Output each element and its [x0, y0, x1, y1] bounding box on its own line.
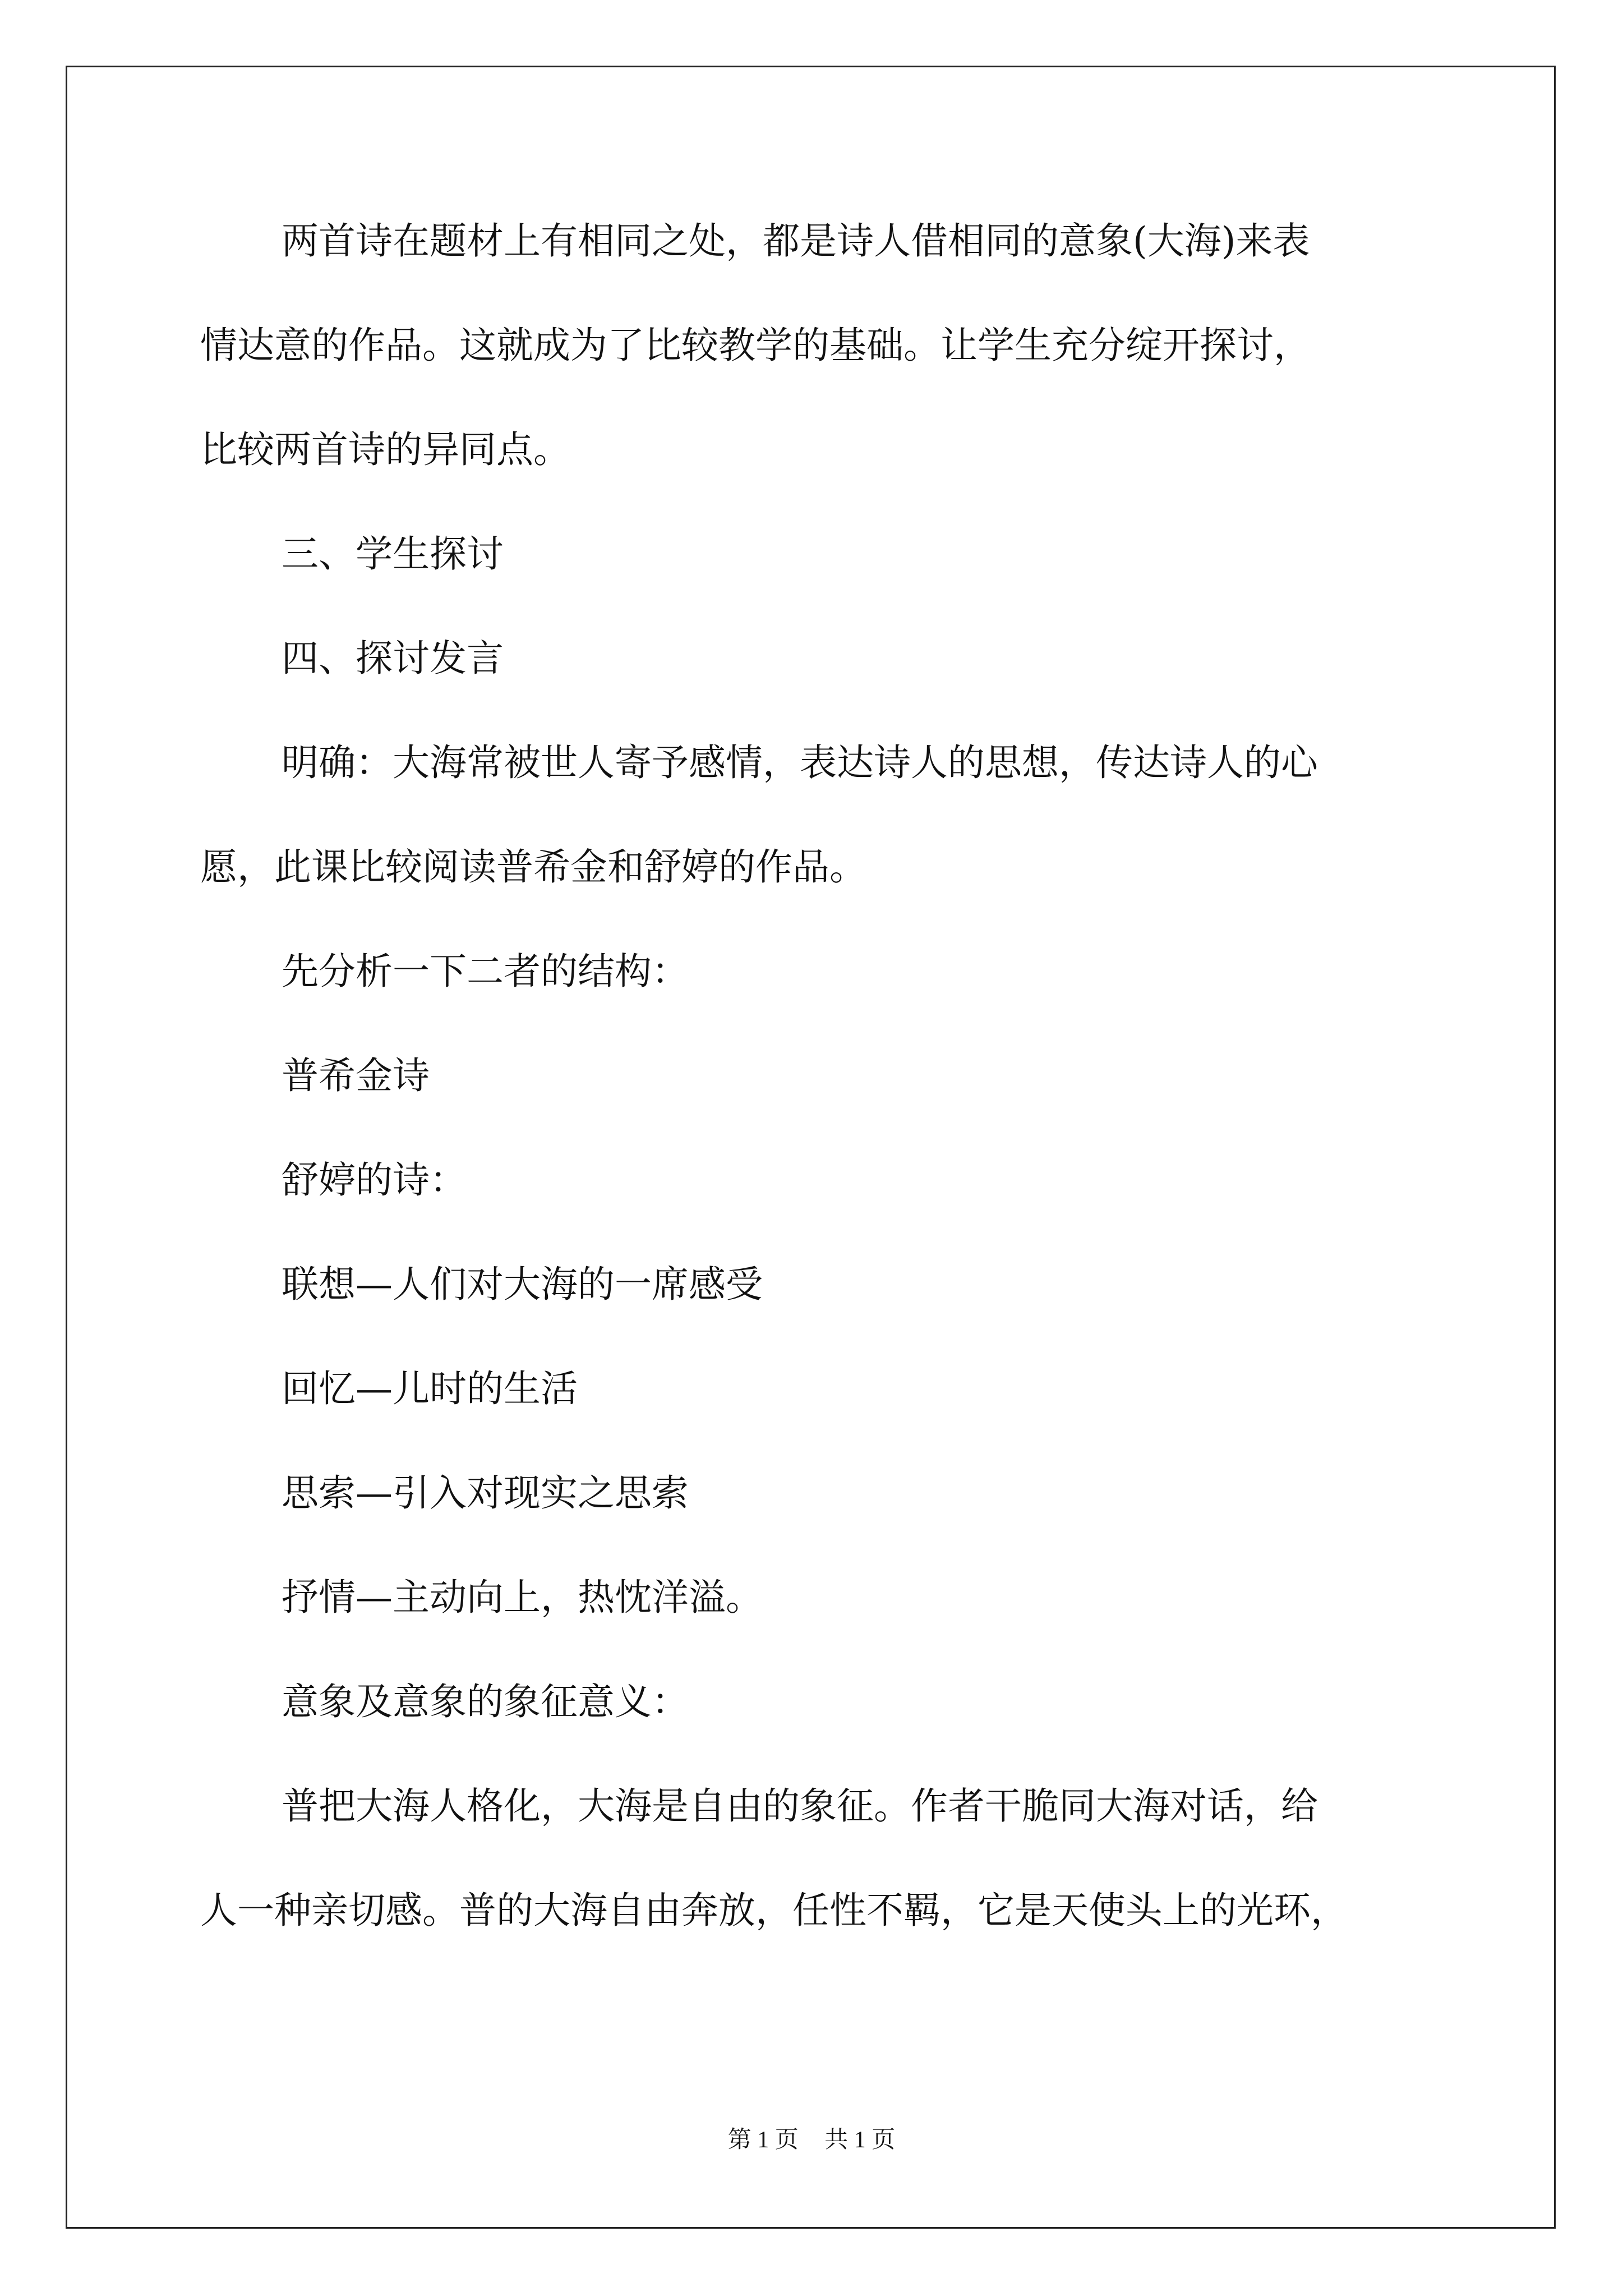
paragraph-line: 明确：大海常被世人寄予感情，表达诗人的思想，传达诗人的心 [282, 741, 1318, 784]
paragraph-line: 抒情—主动向上，热忱洋溢。 [282, 1576, 763, 1619]
paragraph-line: 情达意的作品。这就成为了比较教学的基础。让学生充分绽开探讨， [200, 324, 1311, 367]
section-heading: 四、探讨发言 [282, 637, 504, 680]
page-number: 第 1 页 [727, 2127, 799, 2153]
page-footer [0, 2126, 1623, 2154]
page-total: 共 1 页 [824, 2127, 896, 2153]
paragraph-line: 思索—引入对现实之思索 [282, 1471, 689, 1515]
paragraph-line: 联想—人们对大海的一席感受 [282, 1263, 763, 1306]
paragraph-line: 两首诗在题材上有相同之处，都是诗人借相同的意象(大海)来表 [282, 219, 1310, 263]
paragraph-line: 先分析一下二者的结构： [282, 950, 689, 993]
paragraph-line: 意象及意象的象征意义： [282, 1680, 689, 1723]
paragraph-line: 普把大海人格化，大海是自由的象征。作者干脆同大海对话，给 [282, 1784, 1318, 1828]
paragraph-line: 人一种亲切感。普的大海自由奔放，任性不羁，它是天使头上的光环， [200, 1889, 1348, 1932]
paragraph-line: 普希金诗 [282, 1054, 430, 1097]
paragraph-line: 比较两首诗的异同点。 [200, 428, 570, 471]
section-heading: 三、学生探讨 [282, 532, 504, 576]
paragraph-line: 愿，此课比较阅读普希金和舒婷的作品。 [200, 845, 866, 889]
paragraph-line: 舒婷的诗： [282, 1158, 467, 1202]
paragraph-line: 回忆—儿时的生活 [282, 1367, 578, 1410]
